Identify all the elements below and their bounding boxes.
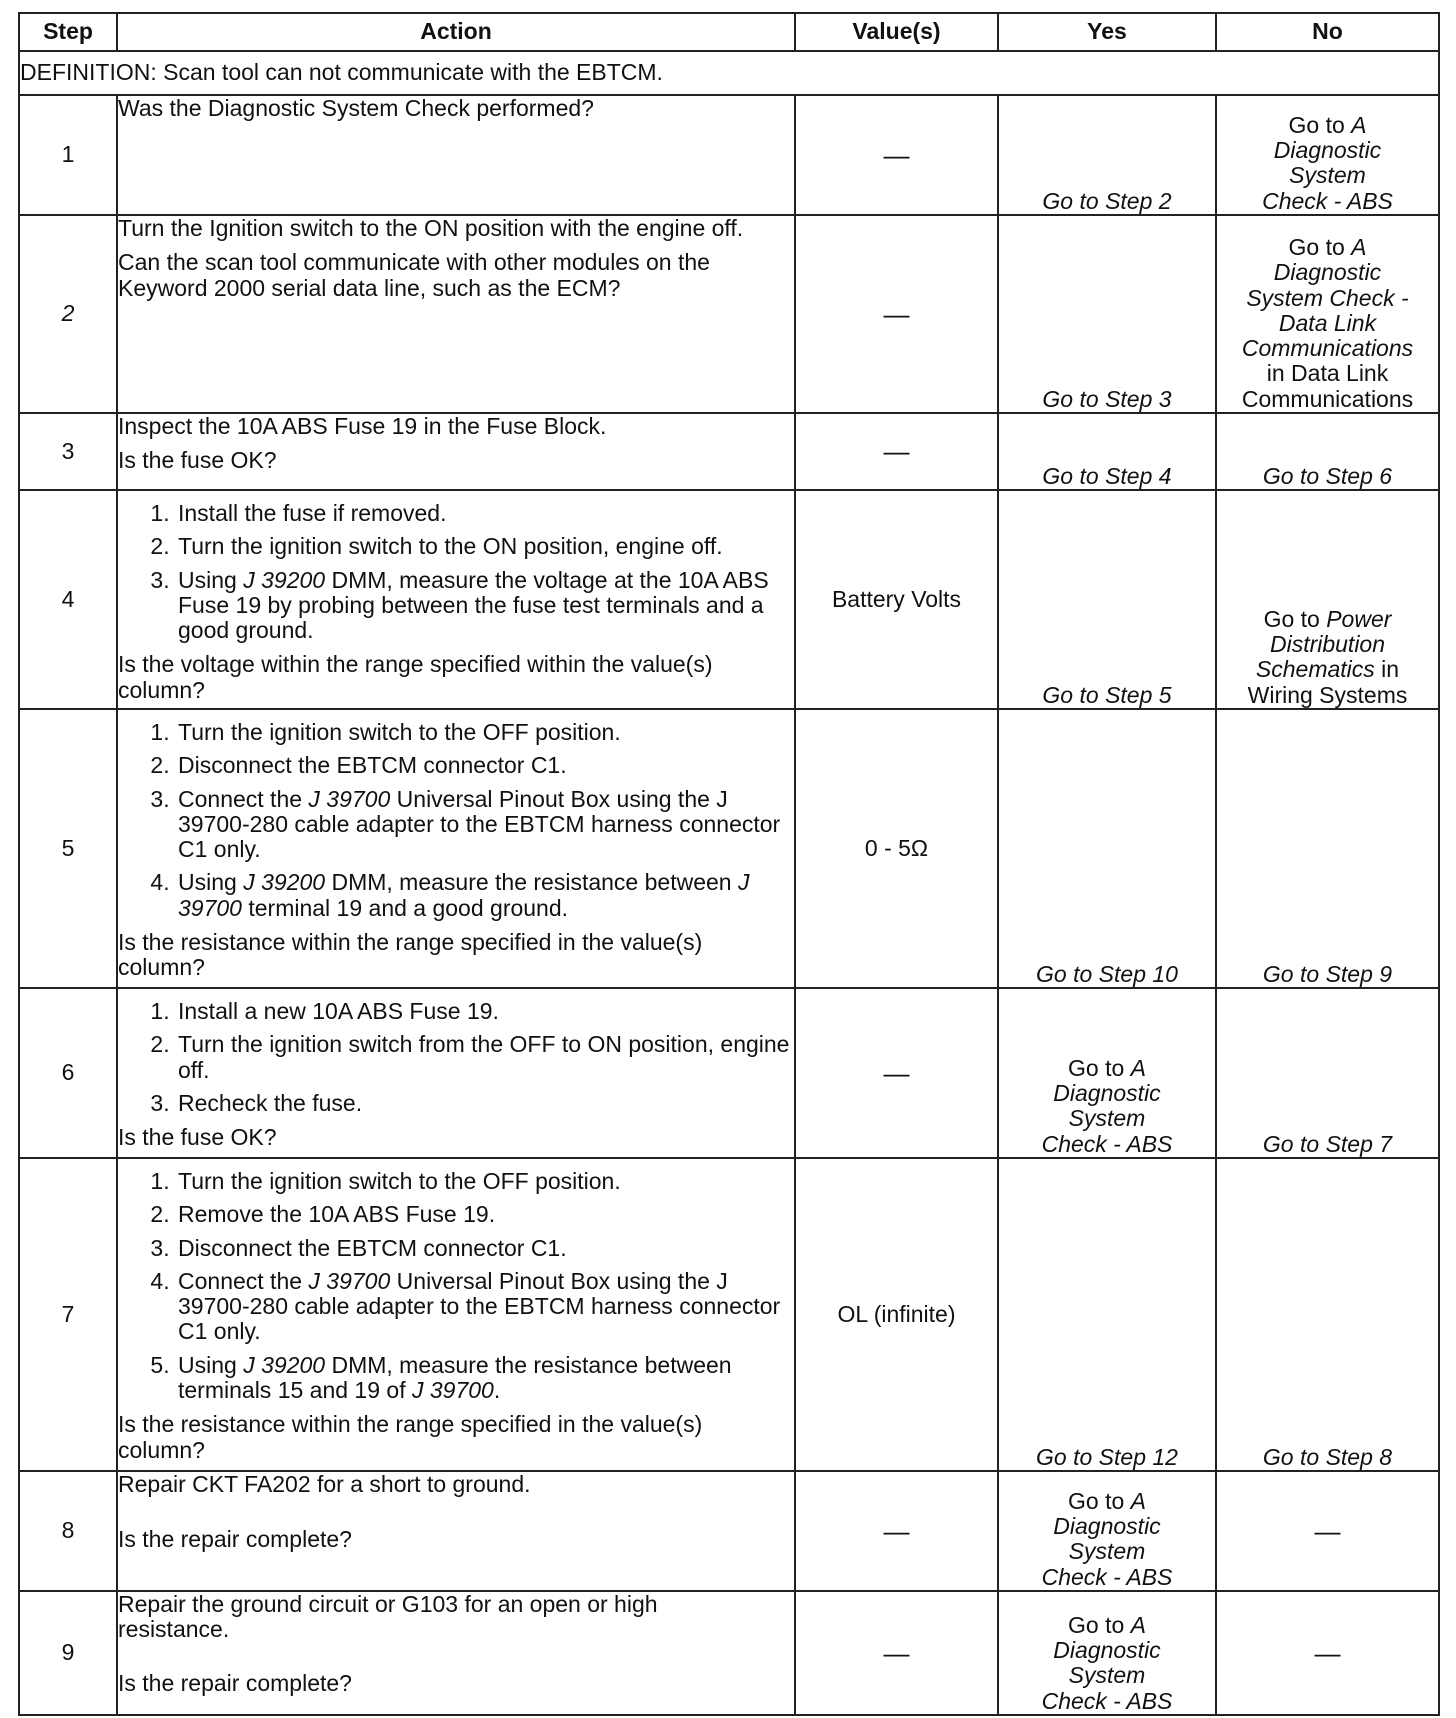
dash: — [1314, 1515, 1341, 1546]
step-number: 5 [19, 709, 117, 988]
yes-link-diagnostic-system-check[interactable] [998, 1471, 1216, 1591]
yes-link-diagnostic-system-check[interactable] [998, 1591, 1216, 1715]
dash: — [1314, 1637, 1341, 1668]
no-link-power-distribution[interactable] [1216, 490, 1439, 709]
link-suffix: Communications [1241, 385, 1414, 412]
yes-link-step-12[interactable]: Go to Step 12 [998, 1158, 1216, 1471]
header-values: Value(s) [795, 13, 998, 51]
header-no: No [1216, 13, 1439, 51]
link-word: Diagnostic [1273, 259, 1382, 286]
yes-link-step-4[interactable]: Go to Step 4 [998, 413, 1216, 490]
link-word: System [1068, 1662, 1146, 1689]
list-item: 3. Disconnect the EBTCM connector C1. [176, 1236, 794, 1261]
value-cell [795, 1471, 998, 1591]
action-question: Is the resistance within the range specified in the value(s) column? [118, 1411, 703, 1463]
yes-link-step-3[interactable]: Go to Step 3 [998, 215, 1216, 413]
procedure-list [118, 1169, 794, 1403]
value-cell: 0 - 5Ω [795, 709, 998, 988]
value-cell [795, 215, 998, 413]
action-cell [117, 1591, 795, 1715]
value-cell [795, 1591, 998, 1715]
link-suffix: Wiring Systems [1247, 681, 1408, 708]
link-word: Check - ABS [1041, 1130, 1173, 1157]
header-step: Step [19, 13, 117, 51]
step-number: 4 [19, 490, 117, 709]
procedure-list [118, 720, 794, 921]
link-suffix: in Data Link [1266, 360, 1389, 387]
value-cell: OL (infinite) [795, 1158, 998, 1471]
list-item: 1. Turn the ignition switch to the OFF position. [176, 720, 794, 745]
action-question: Can the scan tool communicate with other modules on the Keyword 2000 serial data line, such as the ECM? [118, 249, 710, 301]
link-word: A [1130, 1487, 1146, 1514]
dash: — [883, 1057, 910, 1088]
action-text: Repair the ground circuit or G103 for an open or high resistance. [118, 1591, 658, 1643]
list-item: 2. Turn the ignition switch from the OFF to ON position, engine off. [176, 1032, 794, 1083]
yes-link-step-5[interactable]: Go to Step 5 [998, 490, 1216, 709]
link-word: System [1068, 1538, 1146, 1565]
link-word: System [1068, 1105, 1146, 1132]
no-cell [1216, 1591, 1439, 1715]
action-text: Was the Diagnostic System Check performed? [118, 95, 594, 121]
value-cell [795, 95, 998, 215]
link-word: System Check - [1246, 284, 1409, 311]
value-cell [795, 988, 998, 1158]
step-number: 3 [19, 413, 117, 490]
value-cell [795, 413, 998, 490]
action-question: Is the voltage within the range specified within the value(s) column? [118, 651, 713, 703]
no-link-step-8[interactable]: Go to Step 8 [1216, 1158, 1439, 1471]
step-number: 1 [19, 95, 117, 215]
yes-link-step-2[interactable]: Go to Step 2 [998, 95, 1216, 215]
list-item: 2. Turn the ignition switch to the ON position, engine off. [176, 534, 794, 559]
step-number: 2 [19, 215, 117, 413]
link-word: Diagnostic [1273, 137, 1382, 164]
list-item: 3. Connect the J 39700 Universal Pinout Box using the J 39700-280 cable adapter to the EBTCM harness connector C1 only. [176, 787, 794, 863]
list-item: 2. Remove the 10A ABS Fuse 19. [176, 1202, 794, 1227]
table-row [19, 988, 1439, 1158]
table-row [19, 95, 1439, 215]
link-word: Diagnostic [1053, 1513, 1161, 1540]
action-question: Is the repair complete? [118, 1526, 352, 1553]
list-item: 4. Connect the J 39700 Universal Pinout Box using the J 39700-280 cable adapter to the EBTCM harness connector C1 only. [176, 1269, 794, 1345]
action-cell [117, 1158, 795, 1471]
action-question: Is the repair complete? [118, 1669, 352, 1696]
table-row [19, 215, 1439, 413]
action-question: Is the fuse OK? [118, 1124, 277, 1151]
action-question: Is the resistance within the range specified in the value(s) column? [118, 929, 703, 981]
diagnostic-table [18, 12, 1440, 1716]
link-word: Diagnostic [1053, 1080, 1161, 1107]
yes-link-diagnostic-system-check[interactable] [998, 988, 1216, 1158]
link-word: A [1351, 233, 1367, 260]
dash: — [883, 436, 910, 467]
dash: — [883, 139, 910, 170]
action-text: Turn the Ignition switch to the ON position with the engine off. [118, 215, 744, 241]
table-row [19, 709, 1439, 988]
action-cell [117, 1471, 795, 1591]
go-to-label: Go to [1068, 1611, 1131, 1638]
link-word: System [1289, 162, 1366, 189]
list-item: 2. Disconnect the EBTCM connector C1. [176, 753, 794, 778]
no-link-step-7[interactable]: Go to Step 7 [1216, 988, 1439, 1158]
step-number: 9 [19, 1591, 117, 1715]
list-item: 1. Install the fuse if removed. [176, 501, 794, 526]
go-to-label: Go to [1068, 1054, 1131, 1081]
action-cell [117, 215, 795, 413]
definition-text: DEFINITION: Scan tool can not communicate with the EBTCM. [19, 51, 1439, 95]
value-cell: Battery Volts [795, 490, 998, 709]
link-suffix: in [1374, 656, 1400, 683]
action-question: Is the fuse OK? [118, 447, 277, 474]
go-to-label: Go to [1288, 111, 1352, 138]
action-cell [117, 413, 795, 490]
procedure-list [118, 501, 794, 643]
dash: — [883, 1515, 910, 1546]
table-row [19, 1591, 1439, 1715]
no-link-diagnostic-system-check[interactable] [1216, 95, 1439, 215]
table-row [19, 413, 1439, 490]
table-row [19, 1158, 1439, 1471]
list-item: 3. Using J 39200 DMM, measure the voltage at the 10A ABS Fuse 19 by probing between the fuse test terminals and a good ground. [176, 568, 794, 644]
definition-row [19, 51, 1439, 95]
link-word: Power [1326, 605, 1392, 632]
no-link-step-6[interactable]: Go to Step 6 [1216, 413, 1439, 490]
link-word: Check - ABS [1041, 1563, 1173, 1590]
header-yes: Yes [998, 13, 1216, 51]
go-to-label: Go to [1068, 1487, 1131, 1514]
link-word: Data Link [1278, 309, 1377, 336]
list-item: 5. Using J 39200 DMM, measure the resistance between terminals 15 and 19 of J 39700. [176, 1353, 794, 1404]
list-item: 1. Install a new 10A ABS Fuse 19. [176, 999, 794, 1024]
table-header-row [19, 13, 1439, 51]
list-item: 4. Using J 39200 DMM, measure the resistance between J 39700 terminal 19 and a good ground. [176, 870, 794, 921]
link-word: Check - ABS [1041, 1687, 1173, 1714]
link-word: Schematics [1255, 656, 1375, 683]
list-item: 3. Recheck the fuse. [176, 1091, 794, 1116]
link-word: Distribution [1269, 631, 1386, 658]
action-cell [117, 490, 795, 709]
dash: — [883, 298, 910, 329]
link-word: A [1130, 1611, 1146, 1638]
procedure-list [118, 999, 794, 1116]
action-cell [117, 988, 795, 1158]
link-word: A [1130, 1054, 1146, 1081]
action-cell [117, 709, 795, 988]
step-number: 6 [19, 988, 117, 1158]
step-number: 8 [19, 1471, 117, 1591]
dash: — [883, 1637, 910, 1668]
no-link-step-9[interactable]: Go to Step 9 [1216, 709, 1439, 988]
go-to-label: Go to [1263, 605, 1327, 632]
action-cell [117, 95, 795, 215]
table-row [19, 490, 1439, 709]
link-word: Diagnostic [1053, 1637, 1161, 1664]
table-row [19, 1471, 1439, 1591]
link-word: Communications [1241, 335, 1414, 362]
go-to-label: Go to [1288, 233, 1352, 260]
yes-link-step-10[interactable]: Go to Step 10 [998, 709, 1216, 988]
no-link-data-link-communications[interactable] [1216, 215, 1439, 413]
action-text: Repair CKT FA202 for a short to ground. [118, 1471, 531, 1497]
action-text: Inspect the 10A ABS Fuse 19 in the Fuse Block. [118, 413, 607, 439]
list-item: 1. Turn the ignition switch to the OFF position. [176, 1169, 794, 1194]
link-word: A [1351, 111, 1367, 138]
link-word: Check - ABS [1262, 187, 1393, 214]
step-number: 7 [19, 1158, 117, 1471]
header-action: Action [117, 13, 795, 51]
no-cell [1216, 1471, 1439, 1591]
